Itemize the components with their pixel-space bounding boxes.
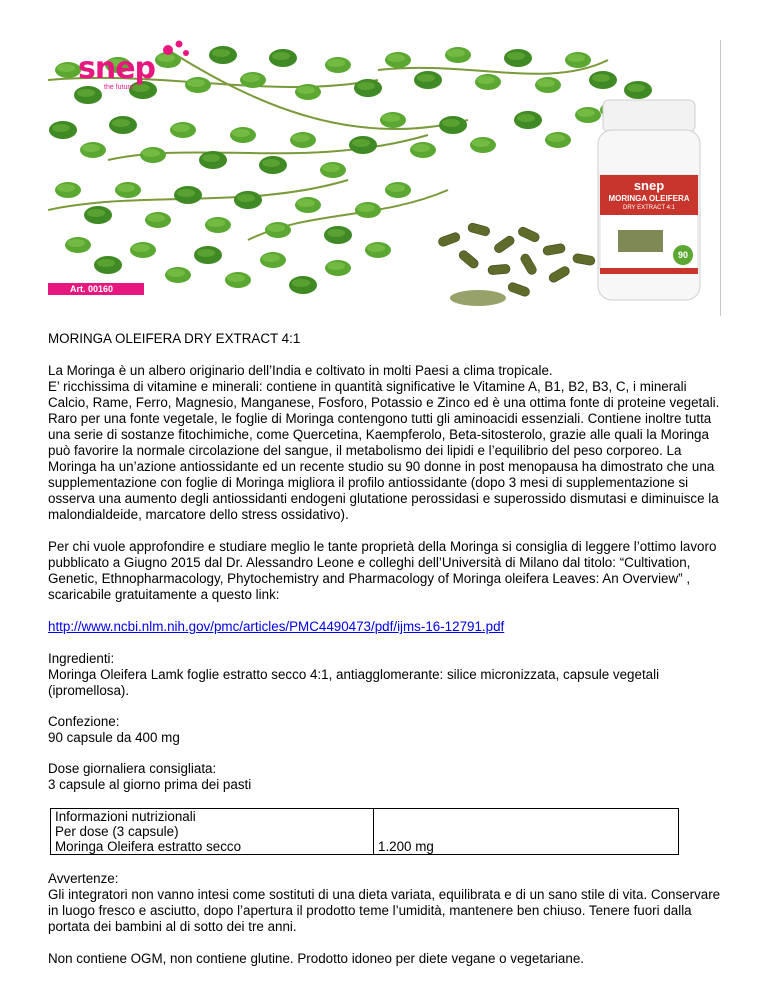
nutrition-value-cell: [374, 809, 679, 855]
warnings-section: [48, 871, 728, 935]
bottle-label: [600, 175, 698, 260]
nutrition-subheader: Per dose (3 capsule): [55, 824, 179, 839]
brand-tagline: the future: [104, 84, 134, 91]
study-link[interactable]: http://www.ncbi.nlm.nih.gov/pmc/articles/PMC4490473/pdf/ijms-16-12791.pdf: [48, 619, 505, 634]
dose-text: 3 capsule al giorno prima dei pasti: [48, 777, 252, 792]
table-row: [51, 809, 679, 855]
warnings-heading: Avvertenze:: [48, 871, 119, 886]
dose-section: [48, 761, 728, 793]
ingredients-section: [48, 651, 728, 699]
nutrition-row-value: 1.200 mg: [378, 839, 434, 854]
product-description: [48, 331, 728, 983]
hero-divider: [720, 40, 721, 316]
product-hero-image: [48, 40, 721, 316]
warnings-text: Gli integratori non vanno intesi come sostituti di una dieta variata, equilibrata e di un sano stile di vita. Conservare in luogo fresco e asciutto, dopo l’apertura il prodotto teme l’umidità, mantenere ben chiuso. Tenere fuori dalla portata dei bambini al di sotto dei tre anni.: [48, 887, 721, 934]
brand-logo-text: snep: [78, 51, 156, 86]
dose-heading: Dose giornaliera consigliata:: [48, 761, 217, 776]
ingredients-text: Moringa Oleifera Lamk foglie estratto secco 4:1, antiagglomerante: silice micronizzata, capsule vegetali (ipromellosa).: [48, 667, 660, 698]
bottle-label-sub: DRY EXTRACT 4:1: [622, 205, 676, 211]
bottle-label-brand: snep: [633, 178, 665, 193]
article-badge: Art. 00160: [48, 283, 144, 295]
bottle-label-count: 90: [677, 250, 688, 260]
nutrition-row-label: Moringa Oleifera estratto secco: [55, 839, 242, 854]
product-title: MORINGA OLEIFERA DRY EXTRACT 4:1: [48, 331, 301, 346]
bottle-label-product: MORINGA OLEIFERA: [608, 194, 690, 203]
nutrition-header: Informazioni nutrizionali: [55, 809, 196, 824]
nutrition-label-cell: [51, 809, 374, 855]
brand-logo: [78, 51, 178, 92]
ingredients-heading: Ingredienti:: [48, 651, 115, 666]
package-text: 90 capsule da 400 mg: [48, 730, 180, 745]
study-paragraph: Per chi vuole approfondire e studiare meglio le tante proprietà della Moringa si consiglia di leggere l’ottimo lavoro pubblicato a Giugno 2015 dal Dr. Alessandro Leone e colleghi dell’Università di Milano dal titolo: “Cultivation, Genetic, Ethnopharmacology, Phytochemistry and Pharmacology of Moringa oleifera Leaves: An Overview” , scaricabile gratuitamente a questo link:: [48, 539, 717, 602]
package-section: [48, 714, 728, 746]
package-heading: Confezione:: [48, 714, 120, 729]
intro-paragraph: La Moringa è un albero originario dell’India e coltivato in molti Paesi a clima tropicale. E’ ricchissima di vitamine e minerali: contiene in quantità significative le Vitamine A, B1, B2, B3, C, i minerali Calcio, Rame, Ferro, Magnesio, Manganese, Fosforo, Potassio e Zinco ed è una ottima fonte di proteine vegetali. Raro per una fonte vegetale, le foglie di Moringa contengono tutti gli aminoacidi essenziali. Contiene inoltre tutta una serie di sostanze fitochimiche, come Quercetina, Kaempferolo, Beta-sitosterolo, grazie alle quali la Moringa può favorire la normale circolazione del sangue, il metabolismo dei lipidi e l’equilibrio del peso corporeo. La Moringa ha un’azione antiossidante ed un recente studio su 90 donne in post menopausa ha dimostrato che una supplementazione con foglie di Moringa migliora il profilo antiossidante (dopo 3 mesi di supplementazione si osserva una aumento degli antiossidanti endogeni glutatione perossidasi e superossido dismutasi e diminuisce la malondialdeide, marcatore dello stress ossidativo).: [48, 363, 720, 522]
footer-note: Non contiene OGM, non contiene glutine. Prodotto idoneo per diete vegane o vegetariane.: [48, 951, 584, 966]
nutrition-table: [50, 808, 679, 855]
